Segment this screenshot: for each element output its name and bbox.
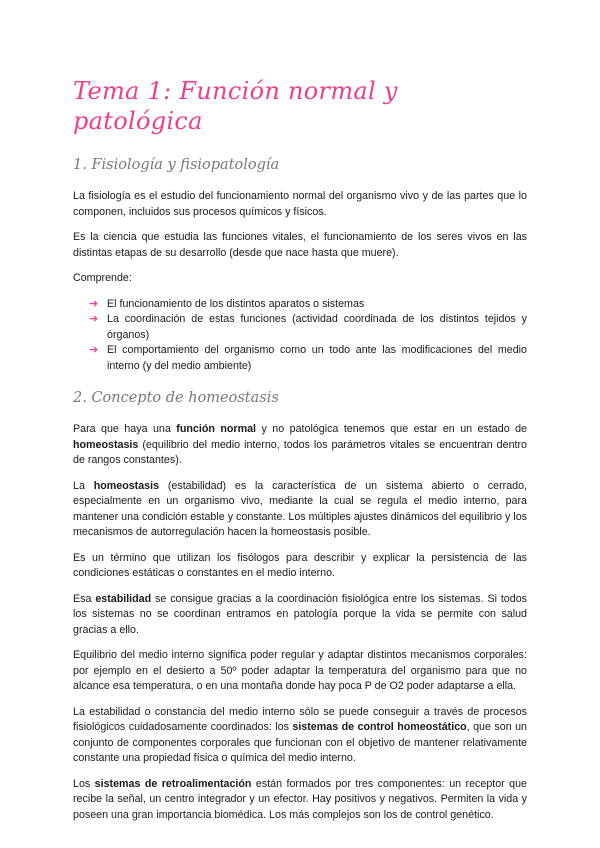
bold-term: función normal: [176, 423, 256, 435]
paragraph-control-homeostatico: [73, 705, 527, 767]
list-item-text: El funcionamiento de los distintos aparatos o sistemas: [107, 297, 365, 310]
comprende-list: [73, 297, 527, 375]
paragraph-equilibrio: Equilibrio del medio interno significa poder regular y adaptar distintos mecanismos corporales: por ejemplo en el desierto a 50º poder adaptar la temperatura del organismo para que no alcance esa temperatura, o en una montaña donde hay poca P de O2 poder adaptarse a ella.: [73, 649, 527, 692]
text-run: La: [73, 479, 94, 492]
bold-term: sistemas de control homeostático: [292, 721, 467, 733]
paragraph-science: Es la ciencia que estudia las funciones vitales, el funcionamiento de los seres vivos en las distintas etapas de su desarrollo (desde que nace hasta que muere).: [73, 231, 527, 259]
bold-term: homeostasis: [73, 438, 139, 451]
list-item-text: El comportamiento del organismo como un todo ante las modificaciones del medio interno (y del medio ambiente): [107, 344, 527, 372]
page-title: Tema 1: Función normal y patológica: [73, 77, 398, 135]
paragraph-funcion-normal: [73, 422, 527, 469]
list-item: [73, 312, 527, 343]
list-item: [73, 343, 527, 374]
section-heading-homeostasis: 2. Concepto de homeostasis: [73, 390, 279, 406]
text-run: (equilibrio del medio interno, todos los parámetros vitales se encuentran dentro de rangos constantes).: [73, 438, 527, 466]
paragraph-comprende: Comprende:: [73, 272, 132, 284]
bold-term: sistemas de retroalimentación: [94, 777, 252, 790]
text-run: Esa: [73, 592, 96, 605]
arrow-right-icon: ➔: [89, 344, 99, 356]
arrow-right-icon: ➔: [89, 313, 99, 325]
text-run: se consigue gracias a la coordinación fisiológica entre los sistemas. Si todos los sistemas no se coordinan entramos en patología porque la vida se permite con salud gracias a ello.: [73, 592, 527, 636]
text-run: La estabilidad o constancia del medio interno sólo se puede conseguir a través de procesos fisiológicos cuidadosamente coordinados: los: [73, 705, 527, 733]
paragraph-retroalimentacion: [73, 777, 527, 824]
arrow-right-icon: ➔: [89, 297, 99, 310]
text-run: Para que haya una: [73, 423, 177, 435]
text-run: , que son un conjunto de componentes corporales que funcionan con el objetivo de mantener relativamente constante una propiedad física o química del medio interno.: [73, 721, 527, 764]
document-content: [73, 76, 527, 833]
bold-term: estabilidad: [95, 592, 152, 605]
paragraph-definition: La fisiología es el estudio del funcionamiento normal del organismo vivo y de las partes que lo componen, incluidos sus procesos químicos y físicos.: [73, 190, 527, 218]
paragraph-estabilidad: [73, 592, 527, 639]
text-run: están formados por tres componentes: un receptor que recibe la señal, un centro integrador y un efector. Hay positivos y negativos. Permiten la vida y poseen una gran importancia biomédica. Los más complejos son los de control genético.: [73, 777, 528, 821]
text-run: y no patológica tenemos que estar en un estado de: [256, 423, 527, 435]
paragraph-homeostasis-def: [73, 479, 527, 541]
list-item-text: La coordinación de estas funciones (actividad coordinada de los distintos tejidos y órganos): [107, 313, 527, 341]
list-item: [73, 297, 527, 313]
section-heading-fisiologia: 1. Fisiología y fisiopatología: [73, 157, 280, 173]
bold-term: homeostasis: [93, 479, 160, 492]
text-run: Los: [73, 777, 95, 790]
paragraph-termino: Es un término que utilizan los fisólogos para describir y explicar la persistencia de las condiciones estáticas o constantes en el medio interno.: [73, 551, 527, 579]
text-run: (estabilidad) es la característica de un sistema abierto o cerrado, especialmente en un organismo vivo, mediante la cual se regula el medio interno, para mantener una condición estable y constante. Los múltiples ajustes dinámicos del equilibrio y los mecanismos de autorregulación hacen la homeostasis posible.: [73, 479, 527, 538]
